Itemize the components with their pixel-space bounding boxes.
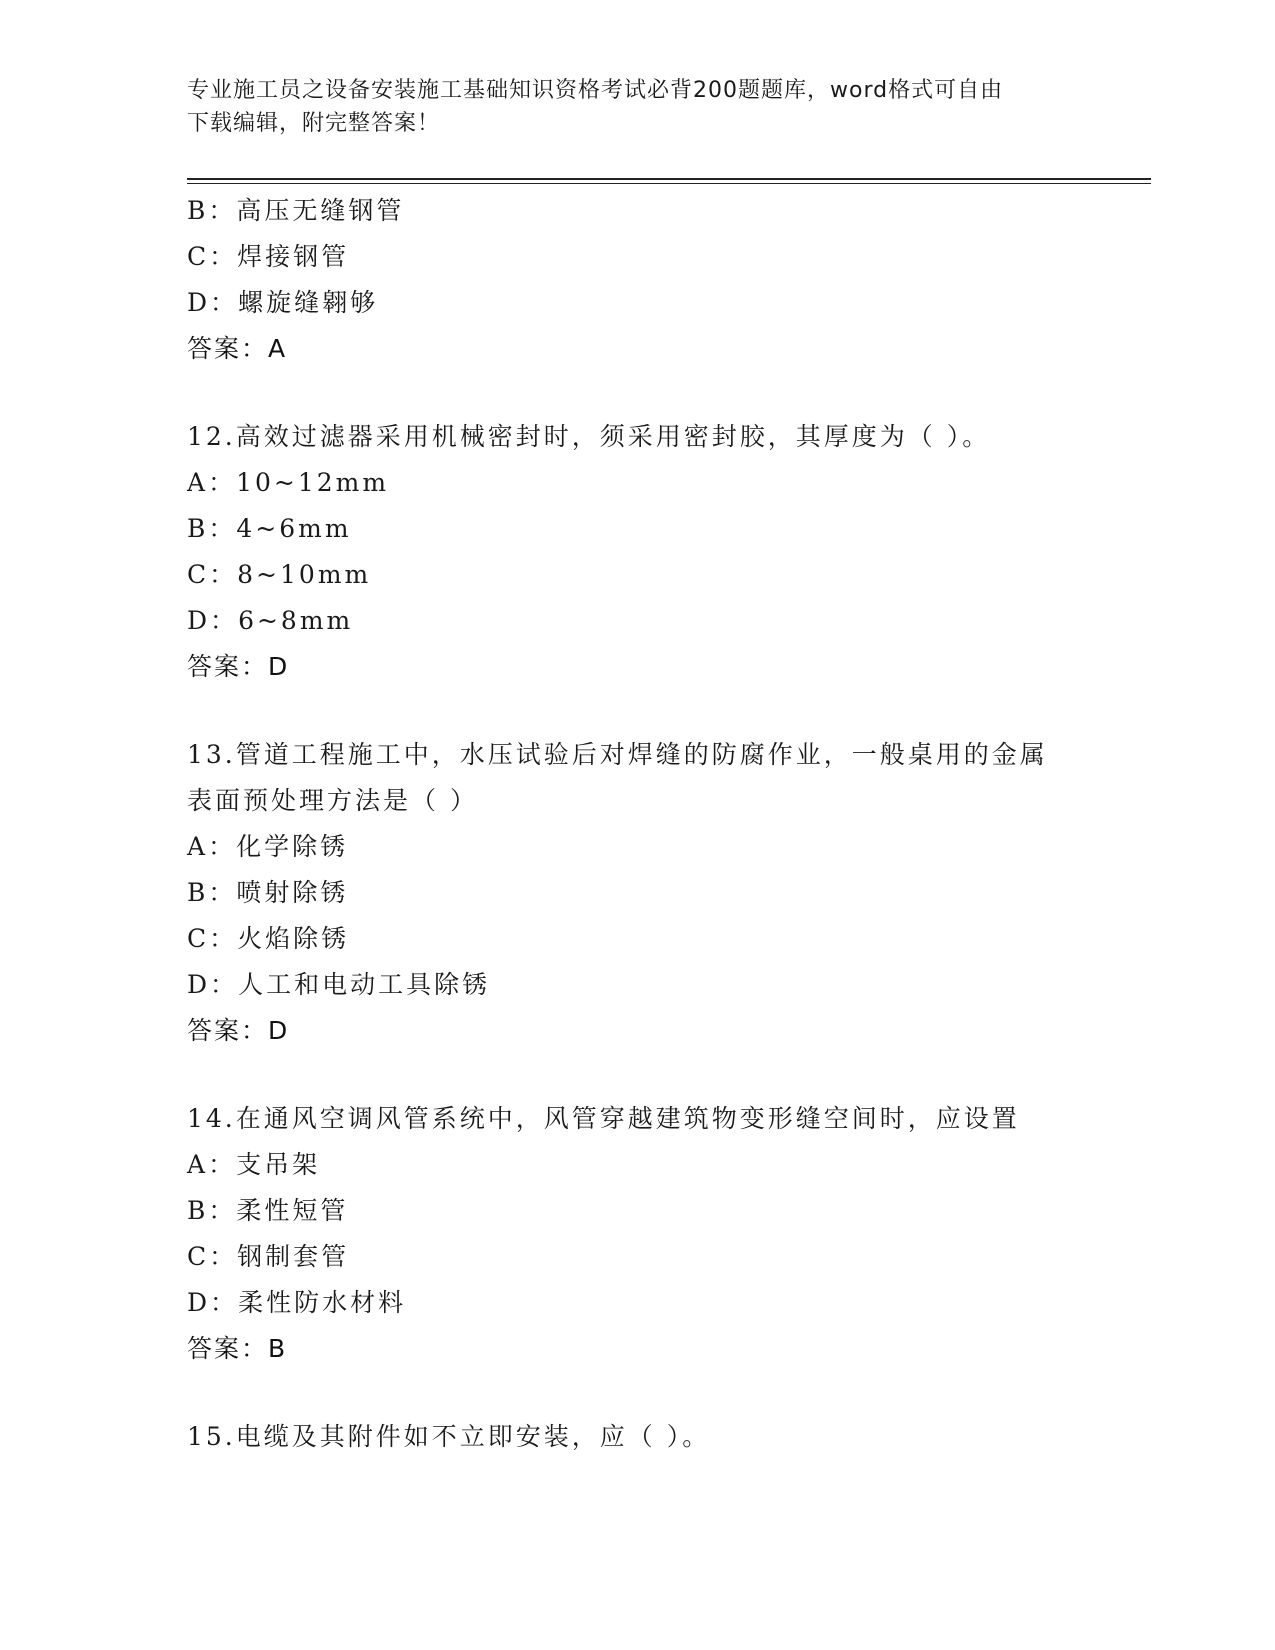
option-a: A：化学除锈 xyxy=(187,832,349,861)
header-line-1: 专业施工员之设备安装施工基础知识资格考试必背200题题库，word格式可自由 xyxy=(187,78,1004,103)
header-divider-thick xyxy=(187,178,1151,180)
question-block-15 xyxy=(187,1414,1087,1460)
question-list xyxy=(187,188,1087,1460)
option-a: A：10~12mm xyxy=(187,468,390,497)
option-d: D：人工和电动工具除锈 xyxy=(187,970,491,999)
option-a: A：支吊架 xyxy=(187,1150,321,1179)
question-stem: 15.电缆及其附件如不立即安装，应（ ）。 xyxy=(187,1422,711,1451)
option-b: B：高压无缝钢管 xyxy=(187,196,405,225)
header-line-2: 下载编辑，附完整答案！ xyxy=(187,111,441,136)
option-d: D：螺旋缝翱够 xyxy=(187,288,379,317)
answer-line: 答案：D xyxy=(187,1016,290,1045)
question-block-13 xyxy=(187,732,1087,1054)
option-c: C：钢制套管 xyxy=(187,1242,350,1271)
question-stem: 13.管道工程施工中，水压试验后对焊缝的防腐作业，一般桌用的金属 xyxy=(187,740,1048,769)
option-d: D：6~8mm xyxy=(187,606,354,635)
question-block-14 xyxy=(187,1096,1087,1372)
document-header xyxy=(187,74,1087,140)
option-d: D：柔性防水材料 xyxy=(187,1288,407,1317)
question-stem: 14.在通风空调风管系统中，风管穿越建筑物变形缝空间时，应设置 xyxy=(187,1104,1020,1133)
answer-line: 答案：A xyxy=(187,334,288,363)
option-b: B：4~6mm xyxy=(187,514,352,543)
question-block-prev xyxy=(187,188,1087,372)
option-b: B：柔性短管 xyxy=(187,1196,349,1225)
question-stem-continued: 表面预处理方法是（ ） xyxy=(187,786,478,815)
option-b: B：喷射除锈 xyxy=(187,878,349,907)
answer-line: 答案：D xyxy=(187,652,290,681)
option-c: C：焊接钢管 xyxy=(187,242,350,271)
question-block-12 xyxy=(187,414,1087,690)
header-divider-thin xyxy=(187,183,1151,184)
option-c: C：8~10mm xyxy=(187,560,372,589)
answer-line: 答案：B xyxy=(187,1334,288,1363)
question-stem: 12.高效过滤器采用机械密封时，须采用密封胶，其厚度为（ ）。 xyxy=(187,422,991,451)
option-c: C：火焰除锈 xyxy=(187,924,350,953)
